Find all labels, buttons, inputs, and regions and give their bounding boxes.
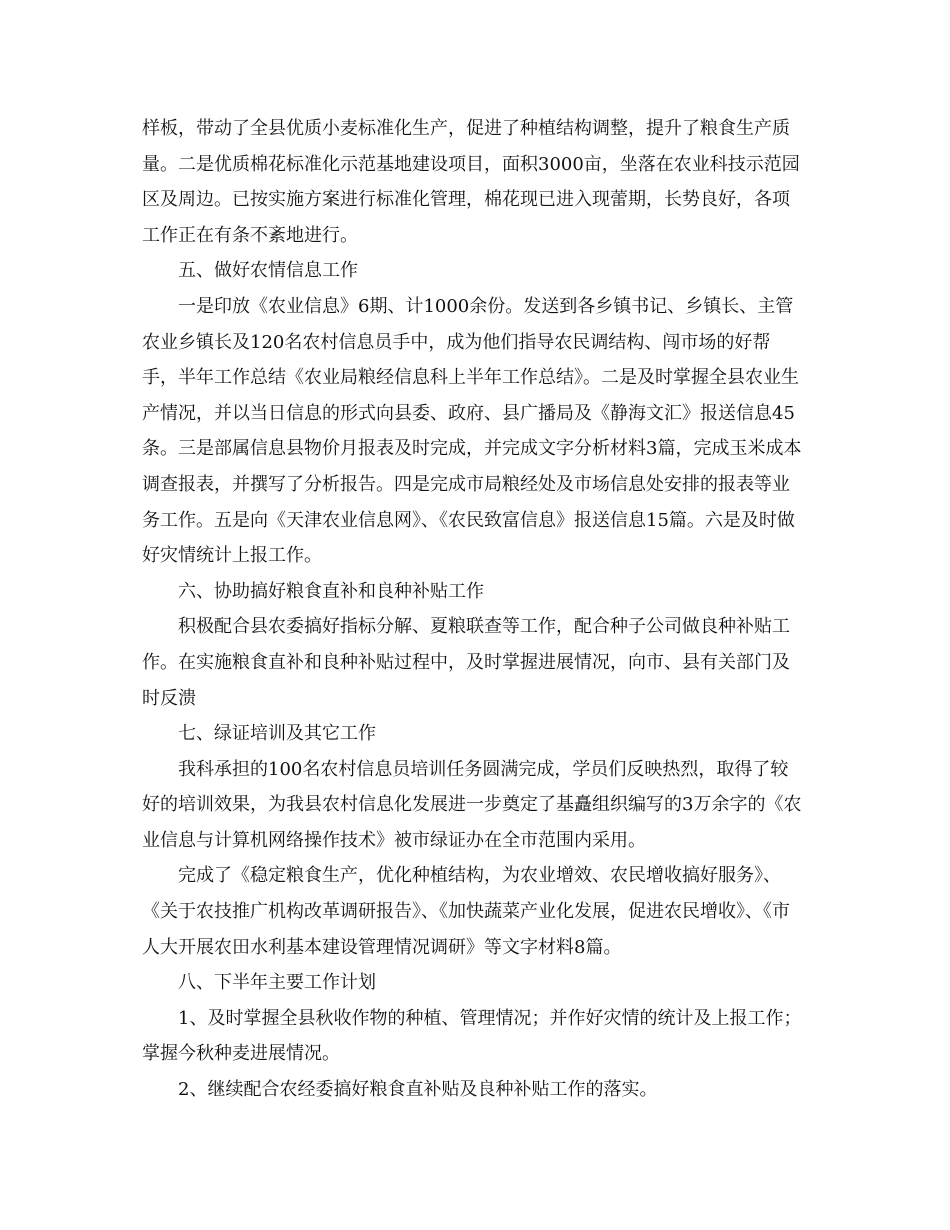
section-heading-7: 七、绿证培训及其它工作 (178, 723, 376, 745)
section-heading-8: 八、下半年主要工作计划 (178, 972, 376, 994)
paragraph-agri-info-work: 一是印放《农业信息》6期、计1000余份。发送到各乡镇书记、乡镇长、主管农业乡镇长及120名农村信息员手中，成为他们指导农民调结构、闯市场的好帮手，半年工作总结《农业局粮经信息科上半年工作总结》。二是及时掌握全县农业生产情况，并以当日信息的形式向县委、政府、县广播局及《静海文汇》报送信息45条。三是部属信息县物价月报表及时完成，并完成文字分析材料3篇，完成玉米成本调查报表，并撰写了分析报告。四是完成市局粮经处及市场信息处安排的报表等业务工作。五是向《天津农业信息网》、《农民致富信息》报送信息15篇。六是及时做好灾情统计上报工作。 (142, 295, 802, 567)
paragraph-training: 我科承担的100名农村信息员培训任务圆满完成，学员们反映热烈，取得了较好的培训效果，为我县农村信息化发展进一步奠定了基矗组织编写的3万余字的《农业信息与计算机网络操作技术》被市绿证办在全市范围内采用。 (142, 758, 802, 851)
plan-item-1: 1、及时掌握全县秋收作物的种植、管理情况；并作好灾情的统计及上报工作；掌握今秋种麦进展情况。 (142, 1007, 802, 1065)
section-heading-5: 五、做好农情信息工作 (178, 260, 358, 282)
paragraph-standardization-projects: 样板，带动了全县优质小麦标准化生产，促进了种植结构调整，提升了粮食生产质量。二是优质棉花标准化示范基地建设项目，面积3000亩，坐落在农业科技示范园区及周边。已按实施方案进行标准化管理，棉花现已进入现蕾期，长势良好，各项工作正在有条不紊地进行。 (142, 118, 800, 246)
document-page (142, 111, 804, 1108)
plan-item-2: 2、继续配合农经委搞好粮食直补贴及良种补贴工作的落实。 (178, 1079, 658, 1101)
section-heading-6: 六、协助搞好粮食直补和良种补贴工作 (178, 580, 484, 602)
paragraph-subsidy-work: 积极配合县农委搞好指标分解、夏粮联查等工作，配合种子公司做良种补贴工作。在实施粮食直补和良种补贴过程中，及时掌握进展情况，向市、县有关部门及时反溃 (142, 616, 790, 709)
paragraph-written-materials: 完成了《稳定粮食生产，优化种植结构，为农业增效、农民增收搞好服务》、《关于农技推广机构改革调研报告》、《加快蔬菜产业化发展，促进农民增收》、《市人大开展农田水利基本建设管理情况调研》等文字材料8篇。 (142, 865, 790, 958)
